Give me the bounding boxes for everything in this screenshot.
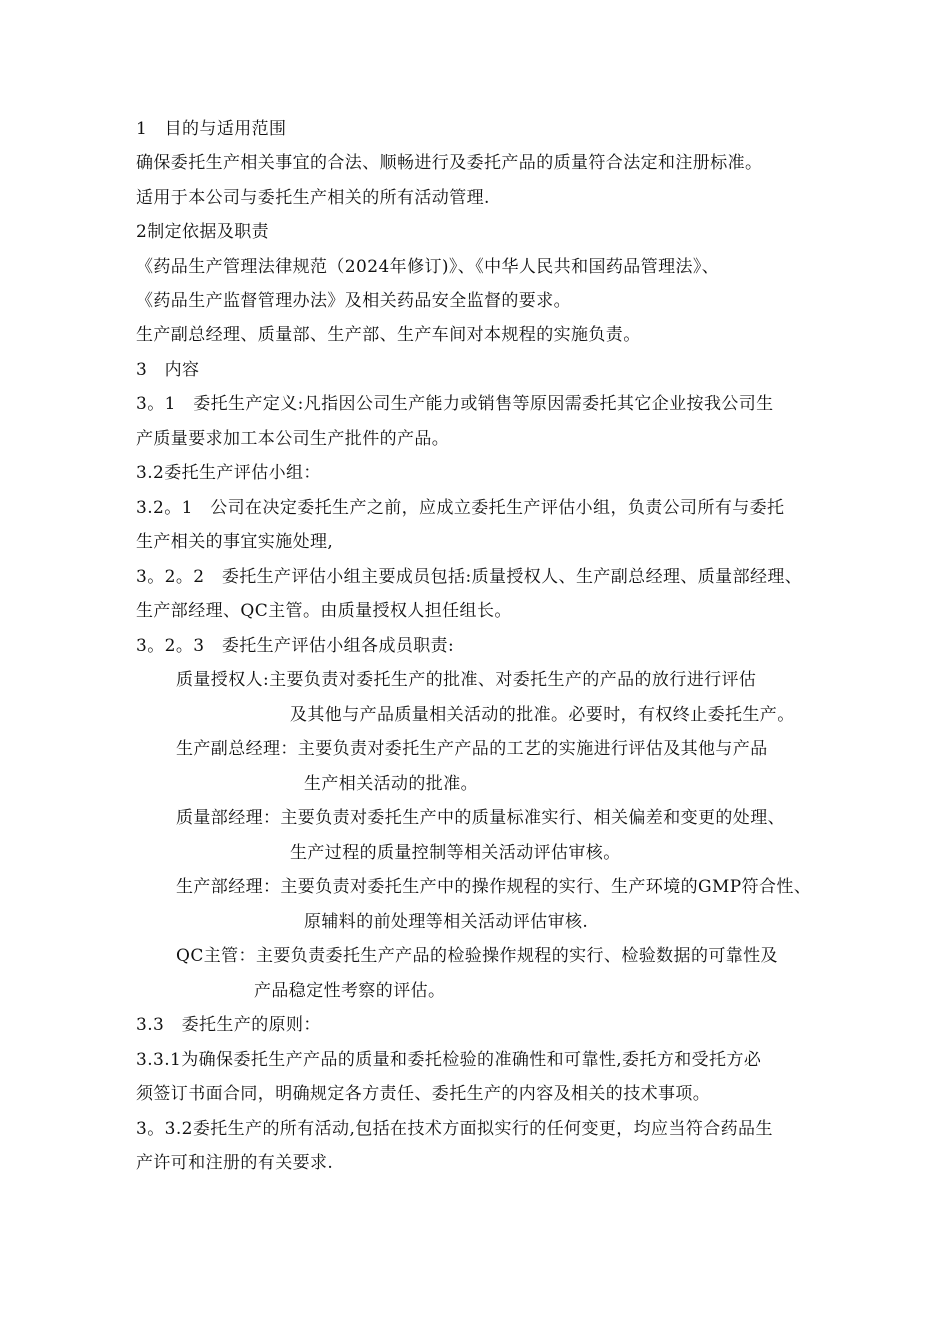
role-production-manager-line-1: 生产部经理：主要负责对委托生产中的操作规程的实行、生产环境的GMP符合性、 bbox=[176, 877, 812, 897]
clause-3-2-2-line-1: 3。2。2 委托生产评估小组主要成员包括:质量授权人、生产副总经理、质量部经理、 bbox=[136, 567, 803, 587]
clause-3-2-3-heading: 3。2。3 委托生产评估小组各成员职责: bbox=[136, 636, 455, 656]
role-production-vp-line-1: 生产副总经理：主要负责对委托生产产品的工艺的实施进行评估及其他与产品 bbox=[176, 739, 768, 759]
clause-3-1-line-2: 产质量要求加工本公司生产批件的产品。 bbox=[136, 429, 450, 449]
role-qc-supervisor-line-1: QC主管：主要负责委托生产产品的检验操作规程的实行、检验数据的可靠性及 bbox=[176, 946, 778, 966]
section-3-heading: 3 内容 bbox=[136, 360, 200, 380]
clause-3-3-1-line-2: 须签订书面合同，明确规定各方责任、委托生产的内容及相关的技术事项。 bbox=[136, 1084, 711, 1104]
role-quality-manager-line-2: 生产过程的质量控制等相关活动评估审核。 bbox=[290, 843, 621, 863]
role-qa-person-line-2: 及其他与产品质量相关活动的批准。必要时，有权终止委托生产。 bbox=[290, 705, 795, 725]
basis-line-2: 《药品生产监督管理办法》及相关药品安全监督的要求。 bbox=[136, 291, 571, 311]
clause-3-3-2-line-1: 3。3.2委托生产的所有活动,包括在技术方面拟实行的任何变更，均应当符合药品生 bbox=[136, 1119, 773, 1139]
clause-3-3-1-line-1: 3.3.1为确保委托生产产品的质量和委托检验的准确性和可靠性,委托方和受托方必 bbox=[136, 1050, 762, 1070]
clause-3-1-line-1: 3。1 委托生产定义:凡指因公司生产能力或销售等原因需委托其它企业按我公司生 bbox=[136, 394, 774, 414]
scope-paragraph: 适用于本公司与委托生产相关的所有活动管理. bbox=[136, 188, 490, 208]
purpose-paragraph: 确保委托生产相关事宜的合法、顺畅进行及委托产品的质量符合法定和注册标准。 bbox=[136, 153, 763, 173]
responsibility-paragraph: 生产副总经理、质量部、生产部、生产车间对本规程的实施负责。 bbox=[136, 325, 641, 345]
role-qa-person-line-1: 质量授权人:主要负责对委托生产的批准、对委托生产的产品的放行进行评估 bbox=[176, 670, 757, 690]
clause-3-2-1-line-1: 3.2。1 公司在决定委托生产之前，应成立委托生产评估小组，负责公司所有与委托 bbox=[136, 498, 785, 518]
basis-line-1: 《药品生产管理法律规范（2024年修订)》、《中华人民共和国药品管理法》、 bbox=[136, 257, 720, 277]
clause-3-3-2-line-2: 产许可和注册的有关要求. bbox=[136, 1153, 334, 1173]
section-1-heading: 1 目的与适用范围 bbox=[136, 119, 287, 139]
clause-3-2-1-line-2: 生产相关的事宜实施处理, bbox=[136, 532, 334, 552]
role-qc-supervisor-line-2: 产品稳定性考察的评估。 bbox=[254, 981, 446, 1001]
role-production-manager-line-2: 原辅料的前处理等相关活动评估审核. bbox=[304, 912, 589, 932]
clause-3-3-heading: 3.3 委托生产的原则： bbox=[136, 1015, 321, 1035]
section-2-heading: 2制定依据及职责 bbox=[136, 222, 270, 242]
role-quality-manager-line-1: 质量部经理：主要负责对委托生产中的质量标准实行、相关偏差和变更的处理、 bbox=[176, 808, 785, 828]
clause-3-2-heading: 3.2委托生产评估小组： bbox=[136, 463, 321, 483]
role-production-vp-line-2: 生产相关活动的批准。 bbox=[304, 774, 478, 794]
clause-3-2-2-line-2: 生产部经理、QC主管。由质量授权人担任组长。 bbox=[136, 601, 512, 621]
